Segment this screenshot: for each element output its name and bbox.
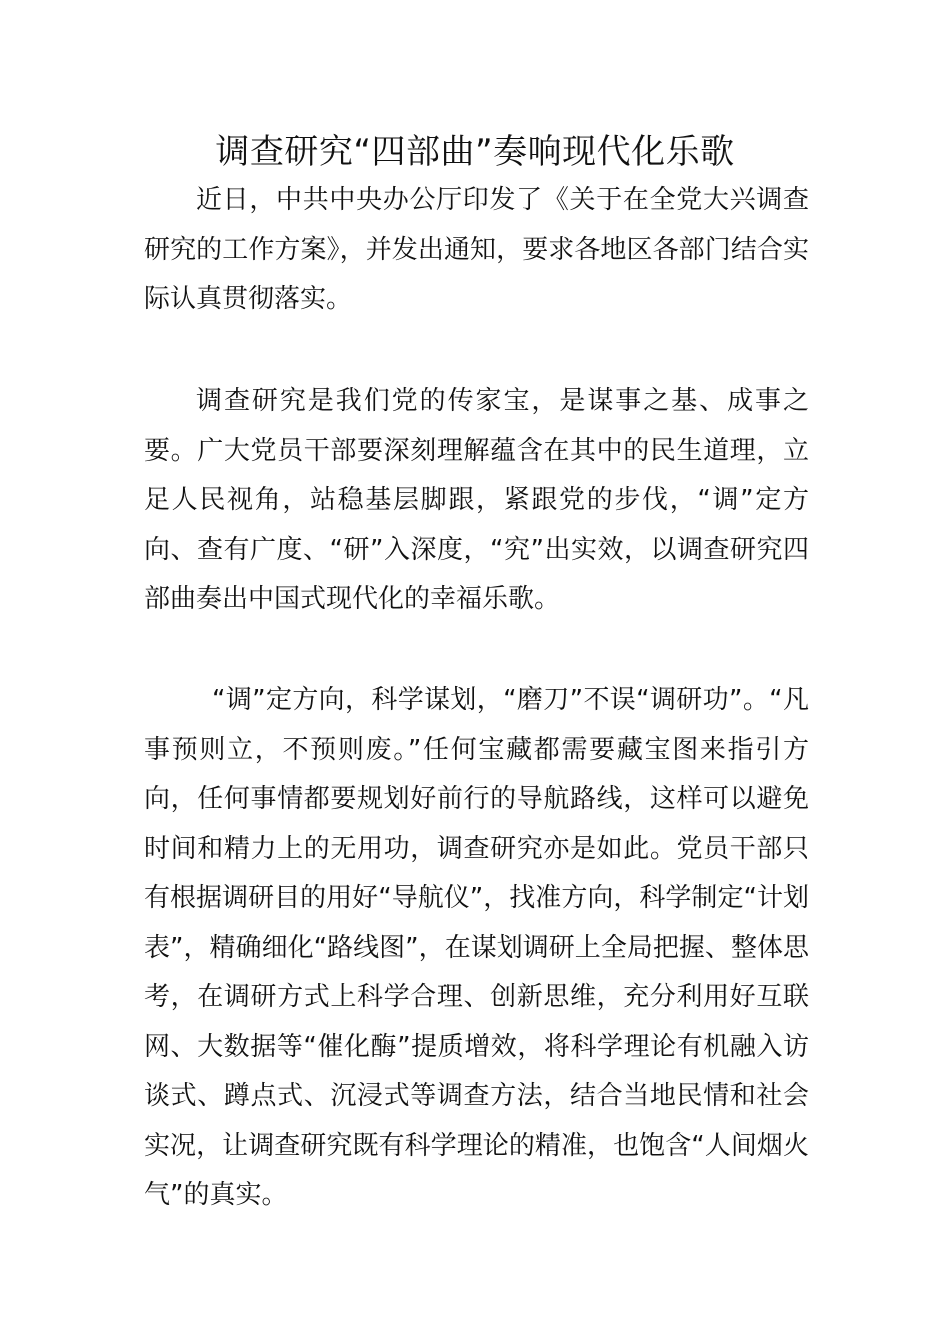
paragraph-direction: “调”定方向，科学谋划，“磨刀”不误“调研功”。“凡事预则立，不预则废。”任何宝藏都需要藏宝图来指引方向，任何事情都要规划好前行的导航路线，这样可以避免时间和精力上的无用功，调查研究亦是如此。党员干部只有根据调研目的用好“导航仪”，找准方向，科学制定“计划表”，精确细化“路线图”，在谋划调研上全局把握、整体思考，在调研方式上科学合理、创新思维，充分利用好互联网、大数据等“催化酶”提质增效，将科学理论有机融入访谈式、蹲点式、沉浸式等调查方法，结合当地民情和社会实况，让调查研究既有科学理论的精准，也饱含“人间烟火气”的真实。	[144, 685, 809, 1210]
document-title: 调查研究“四部曲”奏响现代化乐歌	[215, 132, 735, 172]
paragraph-overview: 调查研究是我们党的传家宝，是谋事之基、成事之要。广大党员干部要深刻理解蕴含在其中的民生道理，立足人民视角，站稳基层脚跟，紧跟党的步伐，“调”定方向、查有广度、“研”入深度，“究”出实效，以调查研究四部曲奏出中国式现代化的幸福乐歌。	[144, 386, 809, 614]
paragraph-intro: 近日，中共中央办公厅印发了《关于在全党大兴调查研究的工作方案》，并发出通知，要求各地区各部门结合实际认真贯彻落实。	[144, 185, 809, 314]
